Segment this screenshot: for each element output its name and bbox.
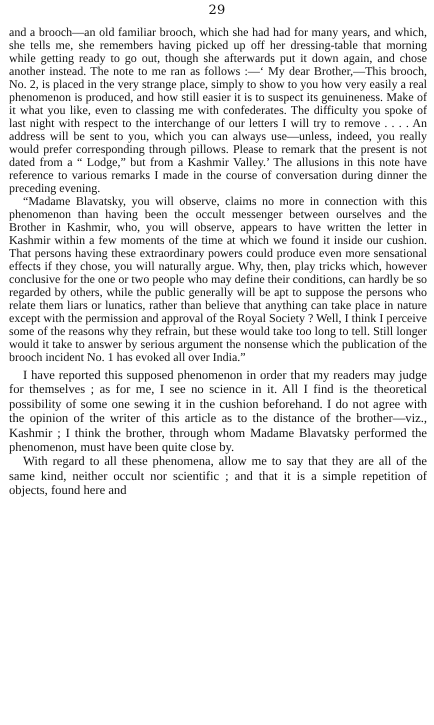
page-body xyxy=(9,26,427,498)
paragraph-brooch-note: and a brooch—an old familiar brooch, which she had had for many years, and which, she tells me, she remembers having picked up off her dressing-table that morning while getting ready to go out, though she afterwards put it down again, and chose another instead. The note to me ran as follows :—‘ My dear Brother,—This brooch, No. 2, is placed in the very strange place, simply to show to you how very easily a real phenomenon is produced, and how still easier it is to suspect its genuineness. Make of it what you like, even to classing me with confederates. The difficulty you spoke of last night with respect to the interchange of our letters I will try to remove . . . . An address will be sent to you, which you can always use—unless, indeed, you really would prefer corresponding through pillows. Please to remark that the present is not dated from a “ Lodge,” but from a Kashmir Valley.’ The allusions in this note have reference to various remarks I made in the course of conversation during dinner the preceding evening. xyxy=(9,25,427,195)
page-number: 29 xyxy=(208,3,226,18)
paragraph-author-response: I have reported this supposed phenomenon in order that my readers may judge for themselves ; as for me, I see no science in it. All I find is the theoretical possibility of some one sewing it in the cushion beforehand. I do not agree with the opinion of the writer of this article as to the distance of the brother—viz., Kashmir ; I think the brother, through whom Madame Blavatsky performed the phenomenon, must have been quite close by. xyxy=(9,368,427,455)
paragraph-quoted-comment: “Madame Blavatsky, you will observe, claims no more in connection with this phenomenon than having been the occult messenger between ourselves and the Brother in Kashmir, who, you will observe, appears to have written the letter in Kashmir within a few moments of the time at which we found it inside our cushion. That persons having these extraordinary powers could produce even more sensational effects if they chose, you will naturally argue. Why, then, play tricks which, however conclusive for the one or two people who may define their conditions, can hardly be so regarded by others, while the public generally will be apt to suppose the persons who relate them liars or lunatics, rather than believe that anything can take place in nature except with the permission and approval of the Royal Society ? Well, I think I perceive some of the reasons why they refrain, but these would take too long to tell. Still longer would it take to answer by serious argument the nonsense which the publication of the brooch incident No. 1 has evoked all over India.” xyxy=(9,194,427,364)
paragraph-phenomena-conclusion: With regard to all these phenomena, allow me to say that they are all of the same kind, neither occult nor scientific ; and that it is a simple repetition of objects, found here and xyxy=(9,454,427,498)
